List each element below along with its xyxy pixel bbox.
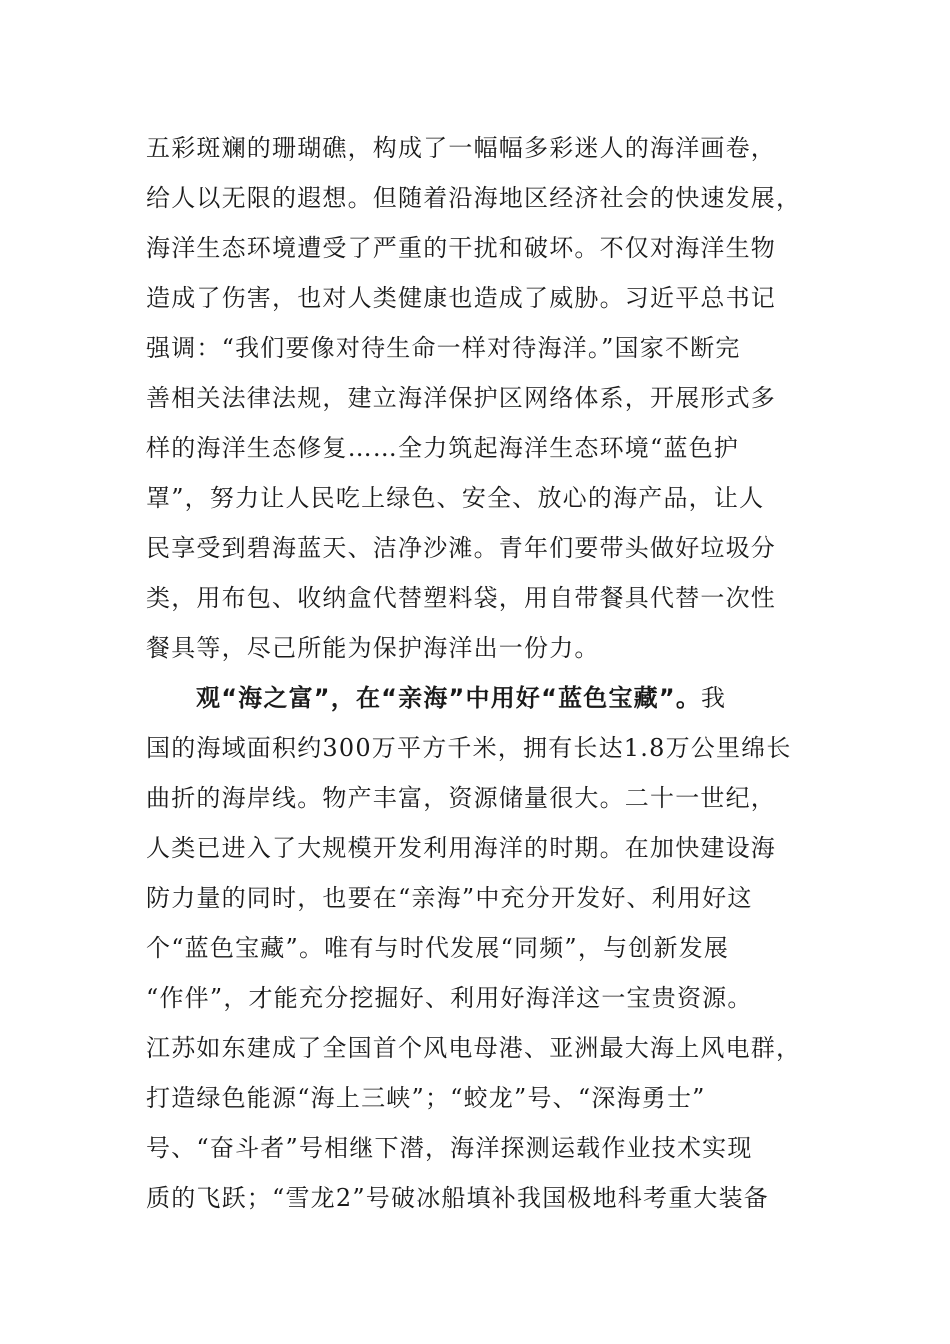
text-line: 质的飞跃；“雪龙2”号破冰船填补我国极地科考重大装备 (146, 1184, 770, 1212)
text-line: 打造绿色能源“海上三峡”；“蛟龙”号、“深海勇士” (146, 1084, 706, 1112)
text-line: 国的海域面积约300万平方千米，拥有长达1.8万公里绵长 (146, 734, 792, 762)
text-line: 样的海洋生态修复……全力筑起海洋生态环境“蓝色护 (146, 434, 740, 462)
text-line: 防力量的同时，也要在“亲海”中充分开发好、利用好这 (146, 884, 753, 912)
text-line: “作伴”，才能充分挖掘好、利用好海洋这一宝贵资源。 (146, 984, 753, 1012)
text-line: 海洋生态环境遭受了严重的干扰和破坏。不仅对海洋生物 (146, 234, 776, 262)
text-line: 人类已进入了大规模开发利用海洋的时期。在加快建设海 (146, 834, 776, 862)
text-line: 罩”，努力让人民吃上绿色、安全、放心的海产品，让人 (146, 484, 765, 512)
text-line: 给人以无限的遐想。但随着沿海地区经济社会的快速发展， (146, 184, 802, 212)
text-line: 个“蓝色宝藏”。唯有与时代发展“同频”，与创新发展 (146, 934, 730, 962)
text-fragment: 我 (701, 684, 727, 712)
text-line: 类，用布包、收纳盒代替塑料袋，用自带餐具代替一次性 (146, 584, 776, 612)
text-line: 江苏如东建成了全国首个风电母港、亚洲最大海上风电群， (146, 1034, 802, 1062)
text-line: 民享受到碧海蓝天、洁净沙滩。青年们要带头做好垃圾分 (146, 534, 776, 562)
text-line: 强调：“我们要像对待生命一样对待海洋。”国家不断完 (146, 334, 741, 362)
text-line: 造成了伤害，也对人类健康也造成了威胁。习近平总书记 (146, 284, 776, 312)
text-line: 善相关法律法规，建立海洋保护区网络体系，开展形式多 (146, 384, 776, 412)
paragraph-heading-line (196, 680, 726, 716)
text-line: 五彩斑斓的珊瑚礁，构成了一幅幅多彩迷人的海洋画卷， (146, 134, 776, 162)
section-heading: 观“海之富”，在“亲海”中用好“蓝色宝藏”。 (196, 684, 702, 712)
text-line: 号、“奋斗者”号相继下潜，海洋探测运载作业技术实现 (146, 1134, 753, 1162)
text-line: 餐具等，尽己所能为保护海洋出一份力。 (146, 634, 600, 662)
text-line: 曲折的海岸线。物产丰富，资源储量很大。二十一世纪， (146, 784, 776, 812)
